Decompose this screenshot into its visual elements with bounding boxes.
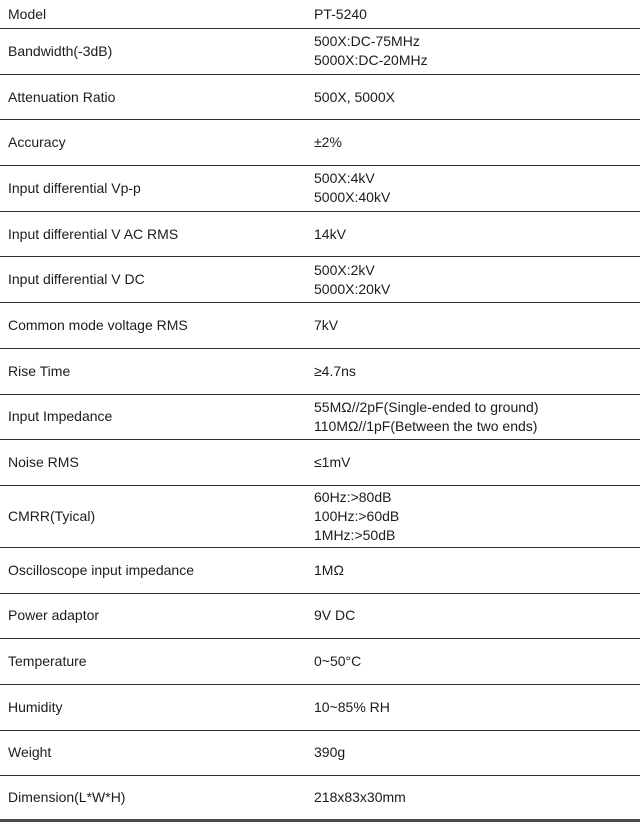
- spec-value: [314, 362, 640, 381]
- spec-label: Common mode voltage RMS: [8, 316, 188, 333]
- spec-label: Humidity: [8, 698, 63, 715]
- spec-value: [314, 32, 640, 70]
- spec-value: [314, 606, 640, 625]
- spec-value: [314, 652, 640, 671]
- spec-label: Attenuation Ratio: [8, 88, 116, 105]
- spec-row: [0, 776, 640, 822]
- spec-value-line: 10~85% RH: [314, 698, 390, 715]
- spec-label: Input differential V AC RMS: [8, 225, 179, 242]
- spec-value: [314, 398, 640, 436]
- spec-value: [314, 488, 640, 545]
- spec-label: Noise RMS: [8, 454, 79, 471]
- spec-value-line: ≥4.7ns: [314, 362, 356, 379]
- spec-label: Input differential Vp-p: [8, 179, 141, 196]
- spec-value-line: 110MΩ//1pF(Between the two ends): [314, 417, 538, 434]
- spec-label: Accuracy: [8, 134, 66, 151]
- spec-value: [314, 133, 640, 152]
- spec-row: [0, 0, 640, 29]
- spec-row: [0, 75, 640, 121]
- spec-row: [0, 29, 640, 75]
- spec-label: Oscilloscope input impedance: [8, 561, 194, 578]
- spec-label: Power adaptor: [8, 607, 100, 624]
- spec-row: [0, 120, 640, 166]
- spec-row: [0, 440, 640, 486]
- spec-value-line: 500X, 5000X: [314, 88, 395, 105]
- spec-value: [314, 261, 640, 299]
- spec-value-line: 1MHz:>50dB: [314, 526, 396, 543]
- spec-value-line: 218x83x30mm: [314, 789, 406, 806]
- spec-value: [314, 788, 640, 807]
- spec-value-line: ≤1mV: [314, 454, 351, 471]
- spec-label: Temperature: [8, 653, 87, 670]
- spec-value-line: 0~50°C: [314, 653, 362, 670]
- spec-value-line: 390g: [314, 744, 346, 761]
- spec-value-line: 100Hz:>60dB: [314, 507, 400, 524]
- spec-value-line: 7kV: [314, 316, 339, 333]
- spec-value-line: PT-5240: [314, 5, 367, 22]
- spec-value: [314, 698, 640, 717]
- spec-row: [0, 731, 640, 777]
- spec-value-line: 9V DC: [314, 607, 356, 624]
- spec-value: [314, 169, 640, 207]
- spec-value-line: 500X:2kV: [314, 261, 375, 278]
- spec-label: Model: [8, 5, 47, 22]
- spec-row: [0, 212, 640, 258]
- spec-value: [314, 88, 640, 107]
- spec-row: [0, 257, 640, 303]
- spec-label: Input differential V DC: [8, 271, 145, 288]
- spec-label: Dimension(L*W*H): [8, 789, 126, 806]
- spec-row: [0, 548, 640, 594]
- spec-value: [314, 743, 640, 762]
- spec-value-line: 5000X:20kV: [314, 280, 391, 297]
- spec-value: [314, 316, 640, 335]
- spec-row: [0, 303, 640, 349]
- spec-value-line: 60Hz:>80dB: [314, 488, 392, 505]
- spec-value: [314, 561, 640, 580]
- spec-value-line: 500X:4kV: [314, 170, 375, 187]
- spec-value-line: 14kV: [314, 225, 346, 242]
- spec-row: [0, 639, 640, 685]
- spec-row: [0, 486, 640, 548]
- spec-value: [314, 5, 640, 24]
- spec-row: [0, 395, 640, 441]
- spec-row: [0, 349, 640, 395]
- spec-value-line: 500X:DC-75MHz: [314, 33, 420, 50]
- spec-row: [0, 685, 640, 731]
- spec-label: CMRR(Tyical): [8, 507, 96, 524]
- spec-value-line: ±2%: [314, 134, 342, 151]
- spec-row: [0, 166, 640, 212]
- spec-value-line: 1MΩ: [314, 561, 344, 578]
- spec-value-line: 55MΩ//2pF(Single-ended to ground): [314, 398, 539, 415]
- spec-label: Input Impedance: [8, 408, 113, 425]
- spec-value: [314, 453, 640, 472]
- spec-label: Bandwidth(-3dB): [8, 42, 113, 59]
- spec-row: [0, 594, 640, 640]
- spec-label: Weight: [8, 744, 52, 761]
- spec-value: [314, 225, 640, 244]
- spec-value-line: 5000X:40kV: [314, 189, 391, 206]
- spec-label: Rise Time: [8, 362, 71, 379]
- spec-value-line: 5000X:DC-20MHz: [314, 52, 428, 69]
